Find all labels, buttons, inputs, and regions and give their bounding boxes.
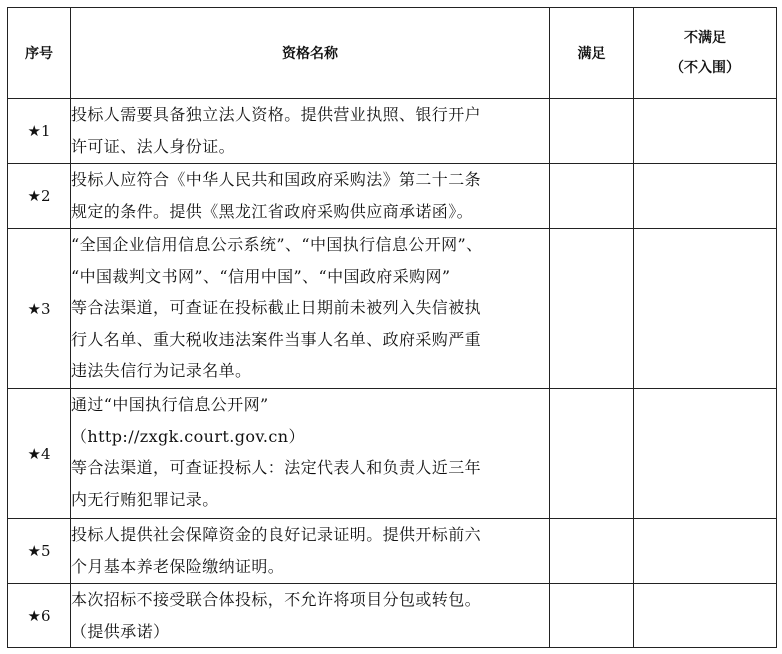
table-row: [8, 584, 777, 648]
row-qualification: [71, 99, 550, 164]
meets-cell[interactable]: [550, 584, 634, 648]
qualification-line: （http://zxgk.court.gov.cn）: [71, 426, 305, 446]
qualification-line: 内无行贿犯罪记录。: [71, 489, 219, 509]
not-meets-cell[interactable]: [634, 164, 777, 229]
meets-cell[interactable]: [550, 519, 634, 584]
qualification-line: “中国裁判文书网”、“信用中国”、“中国政府采购网”: [71, 266, 451, 286]
header-not-meets: [634, 8, 777, 99]
not-meets-cell[interactable]: [634, 389, 777, 519]
row-qualification: [71, 229, 550, 389]
row-index: ★2: [8, 164, 71, 229]
meets-cell[interactable]: [550, 389, 634, 519]
qualification-line: 行人名单、重大税收违法案件当事人名单、政府采购严重: [71, 329, 482, 349]
row-index: ★1: [8, 99, 71, 164]
table-row: [8, 389, 777, 519]
meets-cell[interactable]: [550, 164, 634, 229]
qualification-line: 等合法渠道，可查证在投标截止日期前未被列入失信被执: [71, 298, 482, 317]
header-not-meets-line1: 不满足: [684, 30, 726, 46]
qualification-table: [7, 7, 777, 648]
header-not-meets-line2: （不入围）: [670, 60, 740, 76]
qualification-line: 投标人需要具备独立法人资格。提供营业执照、银行开户: [71, 105, 482, 124]
row-index: ★5: [8, 519, 71, 584]
qualification-line: 规定的条件。提供《黑龙江省政府采购供应商承诺函》。: [71, 201, 474, 221]
qualification-line: 个月基本养老保险缴纳证明。: [71, 556, 285, 576]
meets-cell[interactable]: [550, 229, 634, 389]
table-row: [8, 229, 777, 389]
qualification-line: 投标人应符合《中华人民共和国政府采购法》第二十二条: [71, 170, 482, 189]
row-qualification: [71, 389, 550, 519]
row-index: ★4: [8, 389, 71, 519]
row-qualification: [71, 519, 550, 584]
row-index: ★3: [8, 229, 71, 389]
not-meets-cell[interactable]: [634, 519, 777, 584]
qualification-line: 等合法渠道，可查证投标人：法定代表人和负责人近三年: [71, 458, 482, 477]
qualification-line: 投标人提供社会保障资金的良好记录证明。提供开标前六: [71, 525, 482, 544]
row-qualification: [71, 164, 550, 229]
meets-cell[interactable]: [550, 99, 634, 164]
qualification-line: 本次招标不接受联合体投标，不允许将项目分包或转包。: [71, 590, 482, 609]
qualification-line: “全国企业信用信息公示系统”、“中国执行信息公开网”、: [71, 235, 483, 254]
not-meets-cell[interactable]: [634, 99, 777, 164]
qualification-line: 违法失信行为记录名单。: [71, 361, 252, 380]
qualification-line: 通过“中国执行信息公开网”: [71, 395, 269, 414]
row-qualification: [71, 584, 550, 648]
header-index: 序号: [8, 8, 71, 99]
table-row: [8, 519, 777, 584]
qualification-line: 许可证、法人身份证。: [71, 136, 236, 156]
qualification-line: （提供承诺）: [71, 621, 170, 641]
not-meets-cell[interactable]: [634, 229, 777, 389]
table-row: [8, 164, 777, 229]
not-meets-cell[interactable]: [634, 584, 777, 648]
row-index: ★6: [8, 584, 71, 648]
header-row: [8, 8, 777, 99]
header-name: 资格名称: [71, 8, 550, 99]
header-meets: 满足: [550, 8, 634, 99]
table-row: [8, 99, 777, 164]
